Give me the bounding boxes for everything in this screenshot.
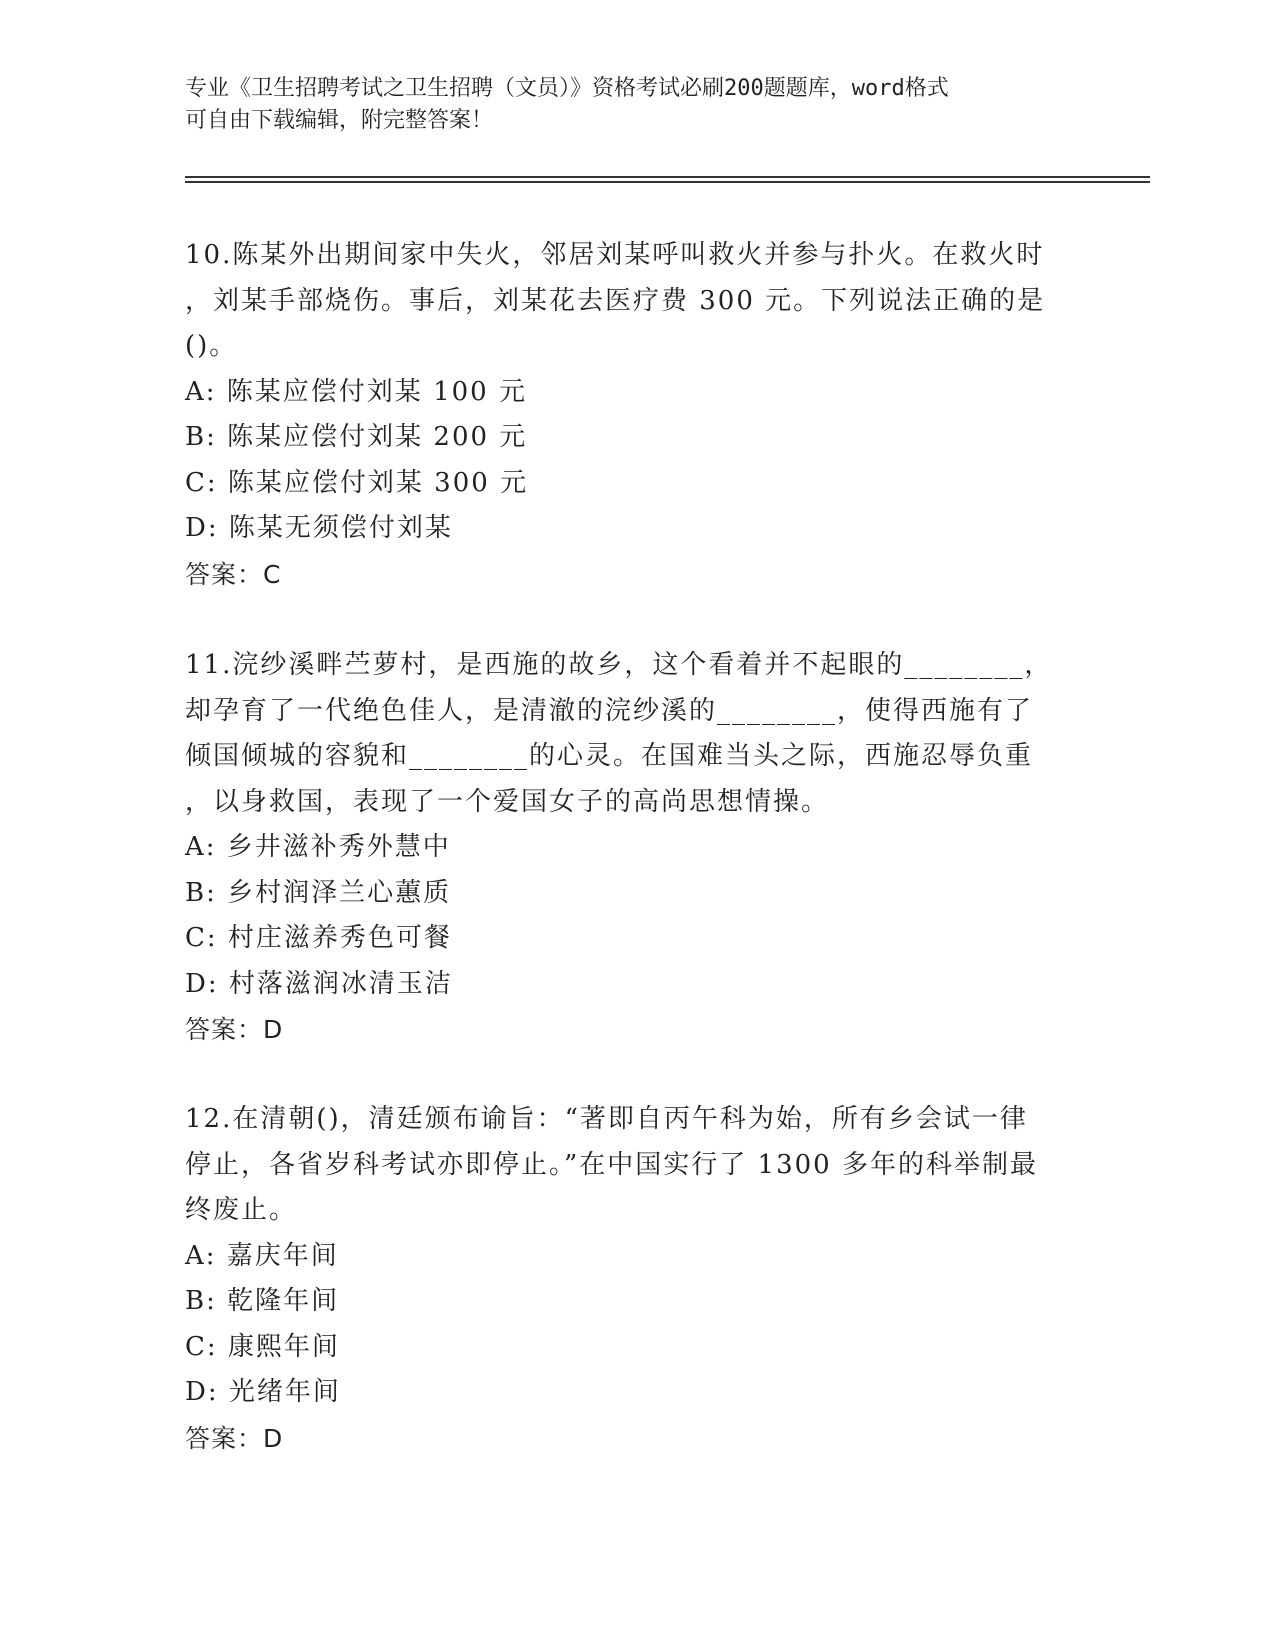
stem-line: 终废止。 (185, 1195, 298, 1225)
option-a: A: 嘉庆年间 (185, 1240, 339, 1271)
stem-line: ()。 (185, 331, 238, 361)
option-b: B: 陈某应偿付刘某 200 元 (185, 422, 528, 452)
question-stem (185, 1097, 1065, 1234)
header-divider-top (185, 176, 1150, 178)
option-c: C: 村庄滋养秀色可餐 (185, 923, 452, 953)
question-11 (185, 643, 1065, 1053)
question-12 (185, 1097, 1065, 1461)
option-a: A: 陈某应偿付刘某 100 元 (185, 376, 527, 407)
stem-line: 12.在清朝()，清廷颁布谕旨：“著即自丙午科为始，所有乡会试一律 (185, 1104, 1028, 1134)
stem-line: 11.浣纱溪畔苎萝村，是西施的故乡，这个看着并不起眼的________， (185, 650, 1053, 680)
option-b: B: 乾隆年间 (185, 1286, 340, 1316)
question-10 (185, 233, 1065, 597)
option-d: D: 村落滋润冰清玉洁 (185, 968, 453, 999)
question-stem (185, 233, 1065, 370)
stem-line: 倾国倾城的容貌和________的心灵。在国难当头之际，西施忍辱负重 (185, 741, 1034, 771)
stem-line: 停止，各省岁科考试亦即停止。”在中国实行了 1300 多年的科举制最 (185, 1149, 1038, 1180)
stem-line: 10.陈某外出期间家中失火，邻居刘某呼叫救火并参与扑火。在救火时 (185, 240, 1045, 270)
header-line-1: 专业《卫生招聘考试之卫生招聘（文员）》资格考试必刷200题题库，word格式 (185, 76, 949, 101)
option-a: A: 乡井滋补秀外慧中 (185, 832, 451, 862)
option-b: B: 乡村润泽兰心蕙质 (185, 877, 452, 908)
stem-line: 却孕育了一代绝色佳人，是清澈的浣纱溪的________，使得西施有了 (185, 695, 1034, 726)
answer-label: 答案：D (185, 1015, 284, 1044)
stem-line: ，以身救国，表现了一个爱国女子的高尚思想情操。 (185, 786, 830, 817)
header-divider-bottom (185, 181, 1150, 183)
stem-line: ，刘某手部烧伤。事后，刘某花去医疗费 300 元。下列说法正确的是 (185, 285, 1046, 316)
answer-label: 答案：C (185, 559, 282, 589)
option-c: C: 康熙年间 (185, 1331, 340, 1362)
option-d: D: 光绪年间 (185, 1377, 341, 1407)
option-c: C: 陈某应偿付刘某 300 元 (185, 467, 529, 498)
option-d: D: 陈某无须偿付刘某 (185, 513, 453, 543)
answer-label: 答案：D (185, 1423, 284, 1453)
document-header (185, 73, 1085, 137)
question-stem (185, 643, 1065, 825)
header-line-2: 可自由下载编辑，附完整答案！ (185, 108, 494, 133)
